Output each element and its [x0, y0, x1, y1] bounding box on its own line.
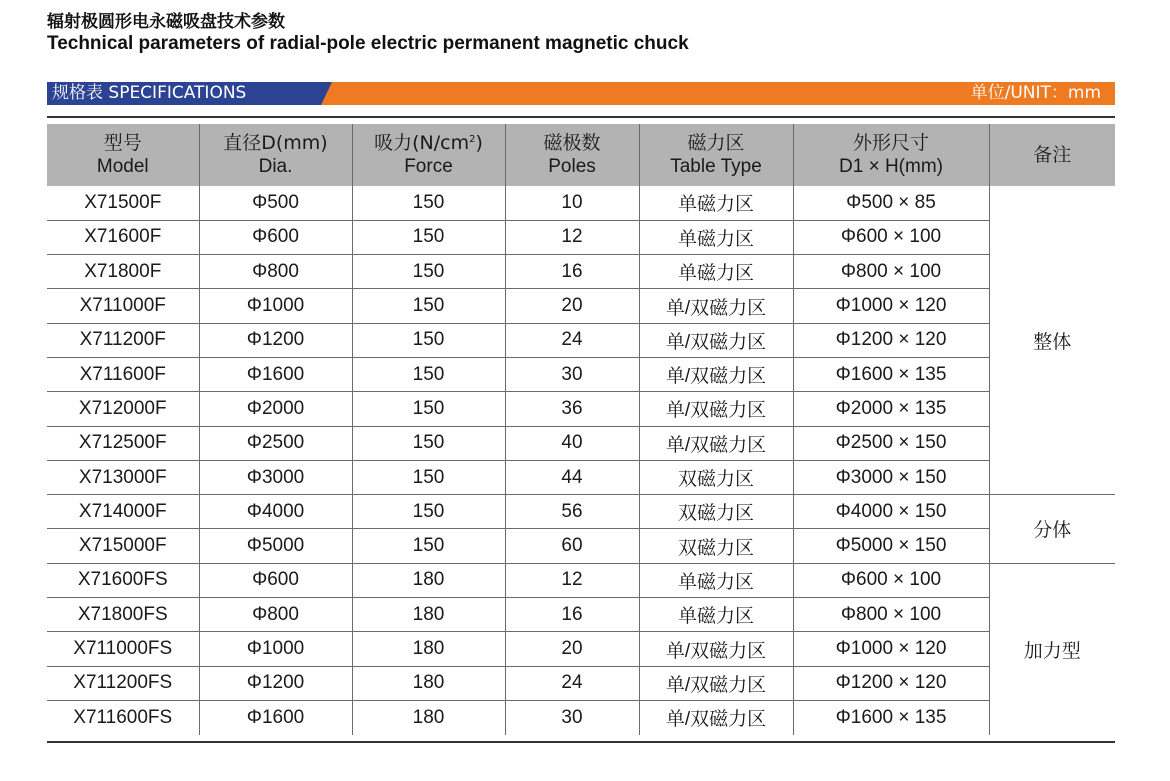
- cell-force: 150: [352, 495, 505, 529]
- header-model-cn: 型号: [103, 132, 142, 154]
- cell-force: 180: [352, 700, 505, 734]
- cell-diameter: Φ2000: [199, 392, 352, 426]
- cell-diameter: Φ1200: [199, 666, 352, 700]
- specifications-bar: [47, 82, 1115, 105]
- cell-poles: 30: [505, 700, 639, 734]
- table-row: [47, 392, 1115, 426]
- cell-dimensions: Φ1200 × 120: [793, 666, 989, 700]
- cell-poles: 24: [505, 666, 639, 700]
- cell-diameter: Φ800: [199, 255, 352, 289]
- cell-poles: 44: [505, 460, 639, 494]
- specifications-label: 规格表 SPECIFICATIONS: [47, 82, 321, 105]
- cell-force: 150: [352, 186, 505, 220]
- cell-force: 150: [352, 460, 505, 494]
- cell-force: 150: [352, 323, 505, 357]
- cell-poles: 20: [505, 289, 639, 323]
- cell-table-type: 单/双磁力区: [639, 426, 793, 460]
- cell-dimensions: Φ1600 × 135: [793, 700, 989, 734]
- cell-model: X71800F: [47, 255, 199, 289]
- cell-poles: 16: [505, 598, 639, 632]
- header-diameter: [199, 124, 352, 186]
- cell-model: X711000F: [47, 289, 199, 323]
- cell-remark: 整体: [989, 186, 1115, 495]
- table-body: [47, 186, 1115, 735]
- header-remark-cn: 备注: [1033, 143, 1072, 166]
- document-title: [47, 12, 689, 56]
- cell-model: X711000FS: [47, 632, 199, 666]
- cell-force: 180: [352, 666, 505, 700]
- table-bottom-rule: [47, 741, 1115, 743]
- cell-diameter: Φ500: [199, 186, 352, 220]
- cell-force: 150: [352, 289, 505, 323]
- header-model-en: Model: [96, 156, 149, 177]
- title-chinese: 辐射极圆形电永磁吸盘技术参数: [47, 12, 285, 32]
- cell-dimensions: Φ1000 × 120: [793, 289, 989, 323]
- cell-poles: 60: [505, 529, 639, 563]
- header-poles-en: Poles: [548, 156, 596, 177]
- cell-diameter: Φ1200: [199, 323, 352, 357]
- cell-diameter: Φ1600: [199, 700, 352, 734]
- cell-table-type: 单/双磁力区: [639, 666, 793, 700]
- cell-model: X71800FS: [47, 598, 199, 632]
- header-dimensions: [793, 124, 989, 186]
- header-force: [352, 124, 505, 186]
- cell-diameter: Φ4000: [199, 495, 352, 529]
- cell-diameter: Φ600: [199, 220, 352, 254]
- cell-dimensions: Φ1000 × 120: [793, 632, 989, 666]
- table-row: [47, 255, 1115, 289]
- cell-model: X712000F: [47, 392, 199, 426]
- specifications-label-wedge: [321, 82, 332, 105]
- cell-poles: 12: [505, 563, 639, 597]
- cell-force: 180: [352, 563, 505, 597]
- table-row: [47, 323, 1115, 357]
- header-remark: [989, 124, 1115, 186]
- cell-model: X713000F: [47, 460, 199, 494]
- header-dimensions-cn: 外形尺寸: [852, 132, 929, 154]
- table-header-row: [47, 124, 1115, 186]
- cell-diameter: Φ2500: [199, 426, 352, 460]
- table-top-rule: [47, 116, 1115, 118]
- title-english: Technical parameters of radial-pole electric permanent magnetic chuck: [47, 33, 689, 54]
- cell-poles: 36: [505, 392, 639, 426]
- cell-model: X711200F: [47, 323, 199, 357]
- cell-poles: 56: [505, 495, 639, 529]
- cell-diameter: Φ3000: [199, 460, 352, 494]
- header-force-en: Force: [404, 156, 453, 177]
- cell-poles: 40: [505, 426, 639, 460]
- header-force-cn: [353, 132, 505, 155]
- cell-force: 150: [352, 255, 505, 289]
- cell-table-type: 单/双磁力区: [639, 632, 793, 666]
- specifications-table: [47, 124, 1115, 735]
- cell-dimensions: Φ800 × 100: [793, 598, 989, 632]
- header-table-type-cn: 磁力区: [687, 132, 745, 154]
- cell-force: 150: [352, 392, 505, 426]
- cell-diameter: Φ800: [199, 598, 352, 632]
- cell-model: X71600F: [47, 220, 199, 254]
- cell-poles: 30: [505, 357, 639, 391]
- cell-force: 180: [352, 632, 505, 666]
- cell-dimensions: Φ1200 × 120: [793, 323, 989, 357]
- table-row: [47, 186, 1115, 220]
- cell-table-type: 单磁力区: [639, 186, 793, 220]
- header-force-cn-text: 吸力(N/cm: [374, 132, 470, 154]
- cell-dimensions: Φ600 × 100: [793, 563, 989, 597]
- cell-model: X711200FS: [47, 666, 199, 700]
- cell-table-type: 单磁力区: [639, 220, 793, 254]
- header-dimensions-en: D1 × H(mm): [839, 156, 943, 177]
- cell-diameter: Φ600: [199, 563, 352, 597]
- table-row: [47, 460, 1115, 494]
- header-force-superscript: 2: [469, 134, 476, 145]
- cell-force: 150: [352, 220, 505, 254]
- cell-dimensions: Φ3000 × 150: [793, 460, 989, 494]
- header-poles: [505, 124, 639, 186]
- cell-table-type: 单磁力区: [639, 563, 793, 597]
- cell-table-type: 单/双磁力区: [639, 289, 793, 323]
- cell-model: X71500F: [84, 191, 162, 213]
- header-poles-cn: 磁极数: [543, 132, 601, 154]
- table-row: [47, 598, 1115, 632]
- cell-dimensions: Φ500 × 85: [793, 186, 989, 220]
- cell-remark: 分体: [989, 495, 1115, 564]
- cell-table-type: 单磁力区: [639, 598, 793, 632]
- table-row: [47, 666, 1115, 700]
- cell-table-type: 单/双磁力区: [639, 700, 793, 734]
- table-row: [47, 700, 1115, 734]
- cell-table-type: 双磁力区: [639, 495, 793, 529]
- header-diameter-en: Dia.: [258, 156, 293, 177]
- cell-remark: 加力型: [989, 563, 1115, 734]
- table-row: [47, 220, 1115, 254]
- cell-poles: 10: [505, 186, 639, 220]
- cell-model: X711600F: [47, 357, 199, 391]
- table-row: [47, 289, 1115, 323]
- table-row: [47, 529, 1115, 563]
- cell-force: 150: [352, 426, 505, 460]
- cell-dimensions: Φ800 × 100: [793, 255, 989, 289]
- cell-table-type: 单/双磁力区: [639, 357, 793, 391]
- cell-model: X711600FS: [47, 700, 199, 734]
- cell-force: 180: [352, 598, 505, 632]
- table-row: [47, 563, 1115, 597]
- cell-dimensions: Φ1600 × 135: [793, 357, 989, 391]
- table-row: [47, 632, 1115, 666]
- cell-poles: 20: [505, 632, 639, 666]
- cell-dimensions: Φ5000 × 150: [793, 529, 989, 563]
- cell-table-type: 双磁力区: [639, 529, 793, 563]
- cell-table-type: 单/双磁力区: [639, 323, 793, 357]
- cell-poles: 12: [505, 220, 639, 254]
- header-diameter-cn: 直径D(mm): [223, 132, 328, 154]
- cell-poles: 16: [505, 255, 639, 289]
- cell-table-type: 双磁力区: [639, 460, 793, 494]
- cell-table-type: 单磁力区: [639, 255, 793, 289]
- cell-model: X71600FS: [47, 563, 199, 597]
- table-row: [47, 357, 1115, 391]
- cell-model: X712500F: [47, 426, 199, 460]
- cell-diameter: Φ1600: [199, 357, 352, 391]
- header-table-type: [639, 124, 793, 186]
- header-force-close: ): [475, 132, 483, 154]
- cell-model: X715000F: [47, 529, 199, 563]
- cell-diameter: Φ5000: [199, 529, 352, 563]
- cell-model: X714000F: [47, 495, 199, 529]
- unit-label: 单位/UNIT：mm: [970, 83, 1101, 103]
- cell-dimensions: Φ2500 × 150: [793, 426, 989, 460]
- cell-dimensions: Φ600 × 100: [793, 220, 989, 254]
- cell-force: 150: [352, 529, 505, 563]
- header-model: [47, 124, 199, 186]
- table-row: [47, 495, 1115, 529]
- cell-force: 150: [352, 357, 505, 391]
- cell-table-type: 单/双磁力区: [639, 392, 793, 426]
- cell-diameter: Φ1000: [199, 289, 352, 323]
- table-row: [47, 426, 1115, 460]
- header-table-type-en: Table Type: [670, 156, 762, 177]
- cell-diameter: Φ1000: [199, 632, 352, 666]
- cell-dimensions: Φ4000 × 150: [793, 495, 989, 529]
- cell-poles: 24: [505, 323, 639, 357]
- cell-dimensions: Φ2000 × 135: [793, 392, 989, 426]
